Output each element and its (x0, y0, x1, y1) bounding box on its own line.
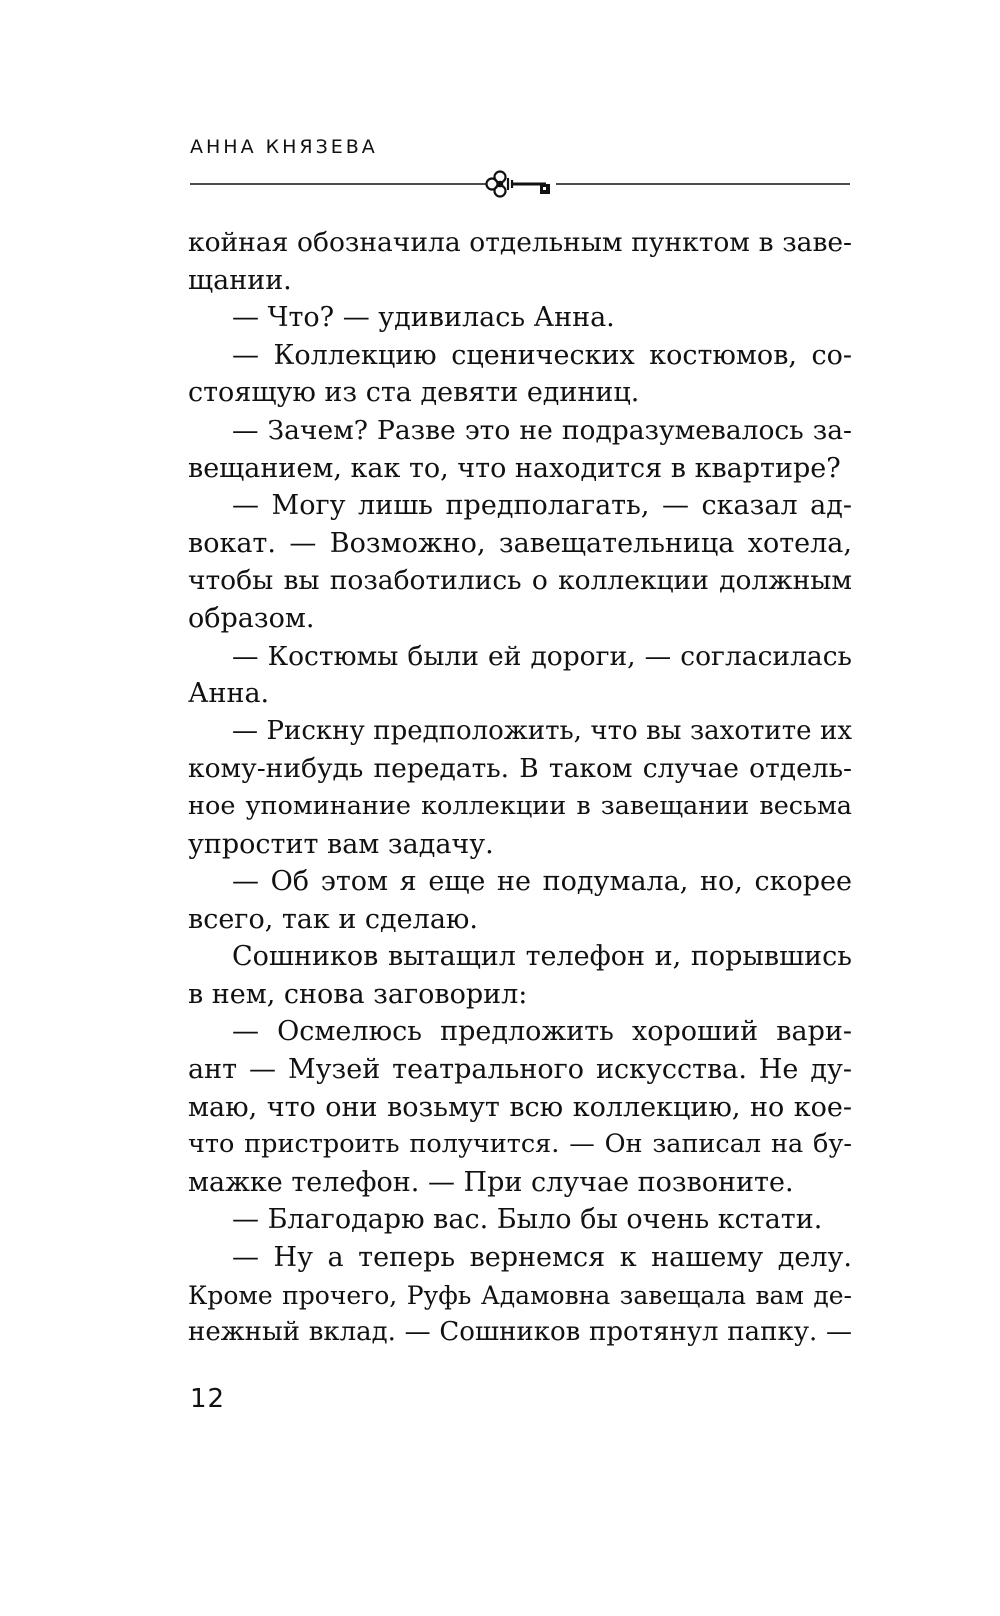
text-line: — Костюмы были ей дороги, — согласилась (232, 640, 852, 672)
header-rule-with-key-ornament (190, 166, 850, 206)
text-line: вокат. — Возможно, завещательница хотела, (188, 527, 852, 559)
text-line: — Благодарю вас. Было бы очень кстати. (232, 1204, 823, 1236)
text-line: ное упоминание коллекции в завещании весьма (188, 790, 852, 821)
text-line: вещанием, как то, что находится в квартире? (188, 452, 841, 484)
text-line: — Об этом я еще не подумала, но, скорее (232, 866, 852, 898)
text-line: Кроме прочего, Руфь Адамовна завещала вам де- (188, 1280, 852, 1310)
key-icon (487, 172, 551, 197)
text-line: — Ну а теперь вернемся к нашему делу. (232, 1242, 852, 1274)
text-line: — Могу лишь предполагать, — сказал ад- (232, 490, 852, 522)
text-line: Анна. (188, 678, 270, 710)
text-line: кому-нибудь передать. В таком случае отдель- (188, 753, 852, 785)
text-line: Сошников вытащил телефон и, порывшись (232, 941, 852, 973)
text-line: в нем, снова заговорил: (188, 978, 528, 1010)
text-line: упростит вам задачу. (188, 828, 494, 860)
text-line: — Зачем? Разве это не подразумевалось за- (232, 414, 852, 446)
page-number: 12 (190, 1384, 226, 1414)
text-line: образом. (188, 602, 315, 634)
text-line: нежный вклад. — Сошников протянул папку. — (188, 1317, 852, 1348)
text-line: — Что? — удивилась Анна. (232, 302, 615, 334)
text-line: — Рискну предположить, что вы захотите их (232, 715, 852, 746)
text-line: щании. (188, 264, 292, 296)
text-line: чтобы вы позаботились о коллекции должным (188, 565, 852, 597)
text-line: мажке телефон. — При случае позвоните. (188, 1166, 794, 1198)
text-line: всего, так и сделаю. (188, 903, 478, 935)
text-line: что пристроить получится. — Он записал на бу- (188, 1129, 852, 1160)
text-line: койная обозначила отдельным пунктом в заве- (188, 227, 852, 258)
text-line: — Осмелюсь предложить хороший вари- (232, 1016, 852, 1048)
body-text (188, 224, 852, 1352)
text-line: стоящую из ста девяти единиц. (188, 377, 640, 409)
text-line: — Коллекцию сценических костюмов, со- (232, 339, 852, 371)
text-line: маю, что они возьмут всю коллекцию, но кое- (188, 1091, 852, 1123)
text-line: ант — Музей театрального искусства. Не ду- (188, 1054, 852, 1086)
running-head-author: АННА КНЯЗЕВА (190, 136, 378, 158)
